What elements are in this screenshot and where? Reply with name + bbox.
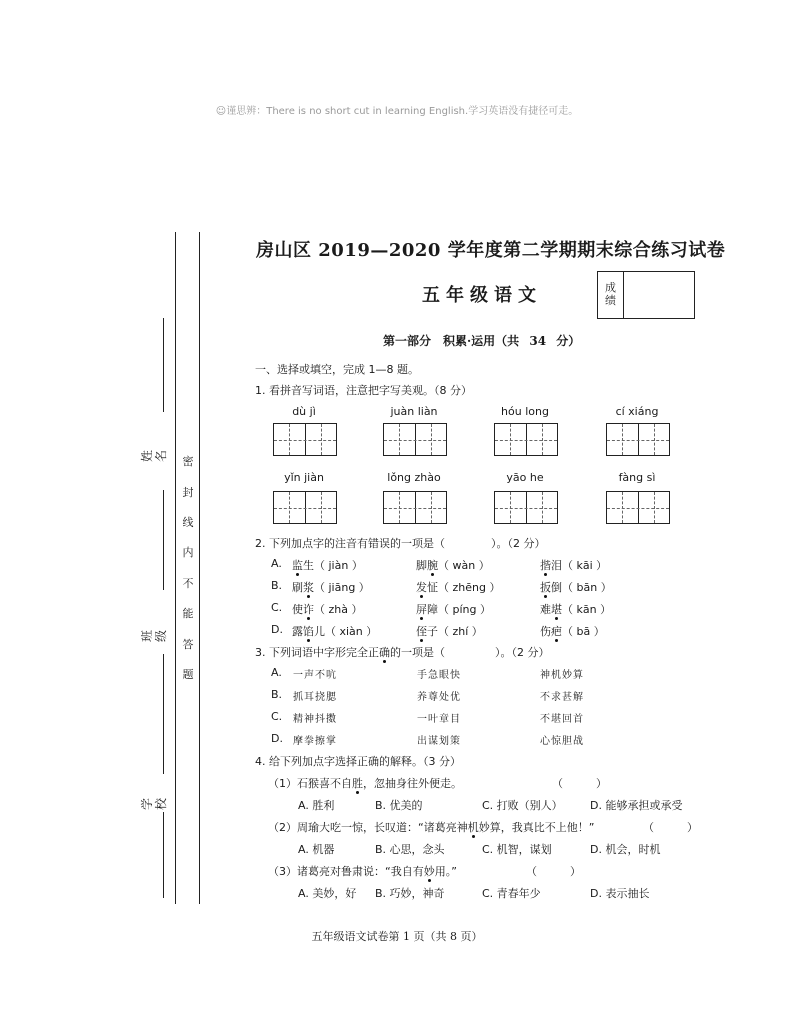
q1-stem: 1. 看拼音写词语，注意把字写美观。（8 分） (255, 384, 472, 397)
pinyin-label: cí xiáng (615, 405, 659, 418)
writing-grid[interactable] (383, 423, 447, 456)
q2-option-word: 监生（ jiàn ） (292, 559, 363, 572)
q4-item-prompt: （2）周瑜大吃一惊，长叹道：“诸葛亮神机妙算，我真比不上他！” (268, 821, 595, 834)
seal-char: 不 (182, 577, 194, 590)
writing-grid[interactable] (494, 491, 558, 524)
q4-option[interactable]: C. 打败（别人） (482, 799, 563, 812)
name-label: 姓名 (140, 450, 168, 463)
q4-option[interactable]: D. 能够承担或承受 (590, 799, 683, 812)
q3-option-word: 精神抖擞 (293, 714, 337, 725)
pinyin-label: fàng sì (618, 471, 656, 484)
class-label: 班级 (140, 630, 168, 643)
q2-option-word: 发怔（ zhēng ） (416, 581, 501, 594)
pinyin-label: yǐn jiàn (284, 471, 324, 484)
q3-option-word: 手急眼快 (417, 670, 461, 681)
watermark: ☺谨思辨：There is no short cut in learning English.学习英语没有捷径可走。 (215, 106, 579, 117)
seal-char: 答 (182, 638, 194, 651)
page-footer: 五年级语文试卷第 1 页（共 8 页） (311, 930, 483, 943)
q3-option-word: 养尊处优 (417, 692, 461, 703)
q4-item-prompt: （3）诸葛亮对鲁肃说：“我自有妙用。” (268, 865, 457, 878)
pinyin-label: juàn liàn (390, 405, 438, 418)
q2-option-word: 使诈（ zhà ） (292, 603, 363, 616)
q3-option-letter[interactable]: C. (271, 710, 283, 723)
writing-grid[interactable] (273, 423, 337, 456)
q2-option-word: 扳倒（ bān ） (540, 581, 612, 594)
score-label: 成 绩 (598, 272, 624, 318)
q3-option-word: 一声不吭 (293, 670, 337, 681)
q4-option[interactable]: C. 青春年少 (482, 887, 541, 900)
answer-paren[interactable]: （ ） (526, 865, 581, 878)
binding-line-left (175, 232, 176, 904)
writing-grid[interactable] (383, 491, 447, 524)
q4-option[interactable]: D. 表示抽长 (590, 887, 650, 900)
q3-option-word: 摩拳擦掌 (293, 736, 337, 747)
q4-option[interactable]: B. 优美的 (375, 799, 423, 812)
q3-option-word: 一叶章目 (417, 714, 461, 725)
q3-option-letter[interactable]: A. (271, 666, 282, 679)
answer-paren[interactable]: （ ） (643, 821, 698, 834)
q2-option-letter[interactable]: A. (271, 557, 282, 570)
q2-option-word: 难堪（ kān ） (540, 603, 612, 616)
q4-option[interactable]: A. 胜利 (298, 799, 335, 812)
name-underline-2 (163, 490, 164, 590)
seal-char: 内 (182, 546, 194, 559)
q3-option-word: 抓耳挠腮 (293, 692, 337, 703)
pinyin-label: yāo he (506, 471, 544, 484)
q2-option-word: 揩泪（ kāi ） (540, 559, 608, 572)
q3-stem: 3. 下列词语中字形完全正确的一项是（ ）。（2 分） (255, 646, 550, 659)
q3-option-word: 神机妙算 (540, 670, 584, 681)
q2-option-word: 侄子（ zhí ） (416, 625, 483, 638)
q3-option-word: 心惊胆战 (540, 736, 584, 747)
class-underline (163, 654, 164, 774)
q2-option-word: 脚腕（ wàn ） (416, 559, 490, 572)
q4-option[interactable]: B. 巧妙，神奇 (375, 887, 445, 900)
seal-char: 能 (182, 607, 194, 620)
q2-option-word: 刷浆（ jiāng ） (292, 581, 370, 594)
seal-char: 题 (182, 668, 194, 681)
score-box[interactable] (597, 271, 695, 319)
writing-grid[interactable] (606, 491, 670, 524)
q2-option-letter[interactable]: C. (271, 601, 283, 614)
school-label: 学校 (140, 798, 168, 811)
exam-title: 房山区 2019—2020 学年度第二学期期末综合练习试卷 (256, 240, 726, 261)
q3-option-letter[interactable]: D. (271, 732, 283, 745)
q3-option-word: 不求甚解 (540, 692, 584, 703)
q3-option-word: 不堪回首 (540, 714, 584, 725)
pinyin-label: lǒng zhào (387, 471, 441, 484)
seal-char: 密 (182, 455, 194, 468)
school-underline (163, 812, 164, 898)
answer-paren[interactable]: （ ） (552, 777, 607, 790)
q4-option[interactable]: C. 机智，谋划 (482, 843, 552, 856)
q2-option-word: 伤疤（ bā ） (540, 625, 605, 638)
q4-item-prompt: （1）石猴喜不自胜，忽抽身往外便走。 (268, 777, 462, 790)
q4-option[interactable]: A. 美妙，好 (298, 887, 357, 900)
q3-option-word: 出谋划策 (417, 736, 461, 747)
writing-grid[interactable] (494, 423, 558, 456)
name-underline (163, 318, 164, 412)
q3-option-letter[interactable]: B. (271, 688, 283, 701)
q4-stem: 4. 给下列加点字选择正确的解释。（3 分） (255, 755, 461, 768)
seal-char: 封 (182, 486, 194, 499)
q2-option-letter[interactable]: B. (271, 579, 283, 592)
writing-grid[interactable] (273, 491, 337, 524)
q2-option-word: 屏障（ píng ） (416, 603, 491, 616)
q4-option[interactable]: B. 心思，念头 (375, 843, 445, 856)
writing-grid[interactable] (606, 423, 670, 456)
q4-option[interactable]: D. 机会，时机 (590, 843, 661, 856)
pinyin-label: hóu long (501, 405, 549, 418)
pinyin-label: dù jì (292, 405, 316, 418)
q2-option-letter[interactable]: D. (271, 623, 283, 636)
binding-line-right (199, 232, 200, 904)
q2-option-word: 露馅儿（ xiàn ） (292, 625, 378, 638)
q2-stem: 2. 下列加点字的注音有错误的一项是（ ）。（2 分） (255, 537, 546, 550)
section-title: 第一部分 积累·运用（共 34 分） (383, 334, 581, 348)
seal-char: 线 (182, 516, 194, 529)
part-heading: 一、选择或填空，完成 1—8 题。 (255, 363, 419, 376)
exam-subtitle: 五年级语文 (422, 285, 542, 306)
q4-option[interactable]: A. 机器 (298, 843, 335, 856)
